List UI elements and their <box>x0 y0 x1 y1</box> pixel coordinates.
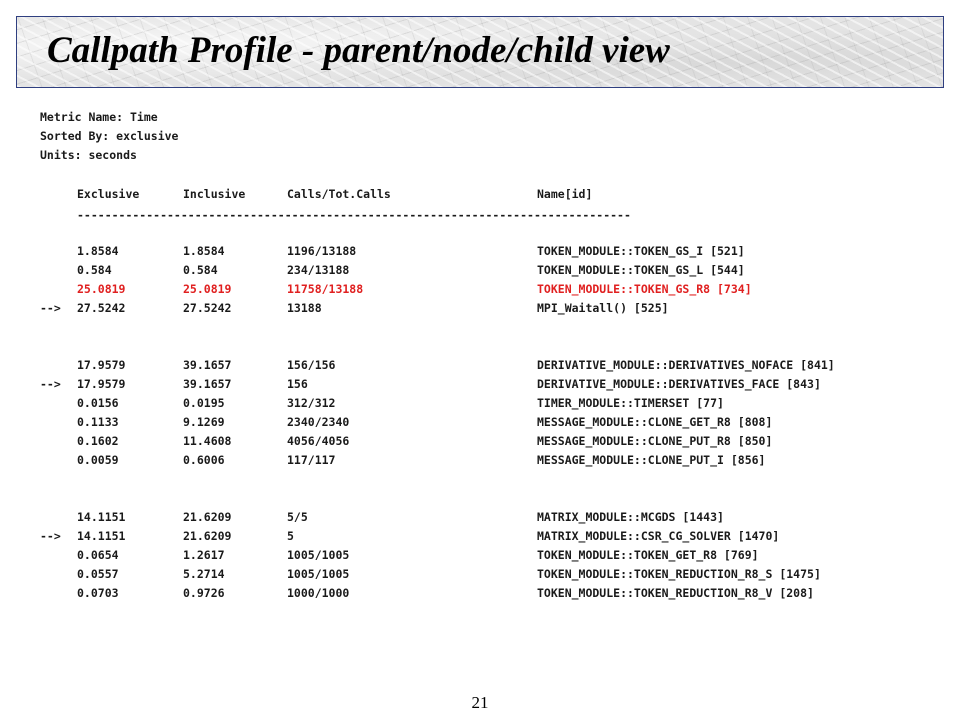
function-name: TOKEN_MODULE::TOKEN_GS_L [544] <box>537 263 745 277</box>
calls-value: 234/13188 <box>287 263 350 277</box>
exclusive-value: 0.1602 <box>77 434 119 448</box>
exclusive-value: 0.0059 <box>77 453 119 467</box>
function-name: MESSAGE_MODULE::CLONE_PUT_R8 [850] <box>537 434 773 448</box>
inclusive-value: 0.6006 <box>183 453 225 467</box>
calls-value: 156/156 <box>287 358 336 372</box>
exclusive-value: 0.0557 <box>77 567 119 581</box>
function-name: TOKEN_MODULE::TOKEN_REDUCTION_R8_V [208] <box>537 586 814 600</box>
exclusive-value: 0.0654 <box>77 548 119 562</box>
function-name: TOKEN_MODULE::TOKEN_GS_R8 [734] <box>537 282 752 296</box>
header-calls: Calls/Tot.Calls <box>287 187 391 201</box>
calls-value: 5 <box>287 529 294 543</box>
inclusive-value: 1.8584 <box>183 244 225 258</box>
function-name: TOKEN_MODULE::TOKEN_GS_I [521] <box>537 244 745 258</box>
title-banner <box>16 16 944 88</box>
calls-value: 156 <box>287 377 308 391</box>
calls-value: 312/312 <box>287 396 336 410</box>
function-name: MESSAGE_MODULE::CLONE_GET_R8 [808] <box>537 415 773 429</box>
exclusive-value: 14.1151 <box>77 510 126 524</box>
exclusive-value: 27.5242 <box>77 301 126 315</box>
callpath-arrow: --> <box>40 377 61 391</box>
sorted-by-line: Sorted By: exclusive <box>40 129 179 143</box>
calls-value: 5/5 <box>287 510 308 524</box>
inclusive-value: 21.6209 <box>183 529 232 543</box>
exclusive-value: 17.9579 <box>77 377 126 391</box>
inclusive-value: 27.5242 <box>183 301 232 315</box>
inclusive-value: 0.0195 <box>183 396 225 410</box>
calls-value: 2340/2340 <box>287 415 350 429</box>
header-name: Name[id] <box>537 187 593 201</box>
inclusive-value: 5.2714 <box>183 567 225 581</box>
exclusive-value: 17.9579 <box>77 358 126 372</box>
slide-title: Callpath Profile - parent/node/child view <box>47 30 670 71</box>
inclusive-value: 11.4608 <box>183 434 232 448</box>
exclusive-value: 0.584 <box>77 263 112 277</box>
callpath-arrow: --> <box>40 529 61 543</box>
units-line: Units: seconds <box>40 148 137 162</box>
exclusive-value: 0.0156 <box>77 396 119 410</box>
exclusive-value: 0.0703 <box>77 586 119 600</box>
calls-value: 1005/1005 <box>287 548 350 562</box>
calls-value: 4056/4056 <box>287 434 350 448</box>
calls-value: 11758/13188 <box>287 282 364 296</box>
function-name: TOKEN_MODULE::TOKEN_REDUCTION_R8_S [1475] <box>537 567 821 581</box>
calls-value: 1005/1005 <box>287 567 350 581</box>
function-name: DERIVATIVE_MODULE::DERIVATIVES_FACE [843] <box>537 377 821 391</box>
function-name: MPI_Waitall() [525] <box>537 301 669 315</box>
metric-name-line: Metric Name: Time <box>40 110 158 124</box>
inclusive-value: 39.1657 <box>183 358 232 372</box>
inclusive-value: 25.0819 <box>183 282 232 296</box>
inclusive-value: 9.1269 <box>183 415 225 429</box>
header-exclusive: Exclusive <box>77 187 140 201</box>
function-name: MATRIX_MODULE::CSR_CG_SOLVER [1470] <box>537 529 780 543</box>
calls-value: 1196/13188 <box>287 244 357 258</box>
page-number: 21 <box>471 693 489 712</box>
function-name: MATRIX_MODULE::MCGDS [1443] <box>537 510 724 524</box>
inclusive-value: 1.2617 <box>183 548 225 562</box>
callpath-arrow: --> <box>40 301 61 315</box>
exclusive-value: 0.1133 <box>77 415 119 429</box>
function-name: DERIVATIVE_MODULE::DERIVATIVES_NOFACE [841] <box>537 358 835 372</box>
exclusive-value: 25.0819 <box>77 282 126 296</box>
function-name: TOKEN_MODULE::TOKEN_GET_R8 [769] <box>537 548 759 562</box>
calls-value: 117/117 <box>287 453 336 467</box>
exclusive-value: 14.1151 <box>77 529 126 543</box>
inclusive-value: 21.6209 <box>183 510 232 524</box>
inclusive-value: 0.9726 <box>183 586 225 600</box>
header-inclusive: Inclusive <box>183 187 246 201</box>
inclusive-value: 39.1657 <box>183 377 232 391</box>
function-name: MESSAGE_MODULE::CLONE_PUT_I [856] <box>537 453 766 467</box>
calls-value: 13188 <box>287 301 322 315</box>
header-separator: -------------------------------------------------------------------------------- <box>77 208 631 222</box>
calls-value: 1000/1000 <box>287 586 350 600</box>
function-name: TIMER_MODULE::TIMERSET [77] <box>537 396 724 410</box>
inclusive-value: 0.584 <box>183 263 218 277</box>
exclusive-value: 1.8584 <box>77 244 119 258</box>
